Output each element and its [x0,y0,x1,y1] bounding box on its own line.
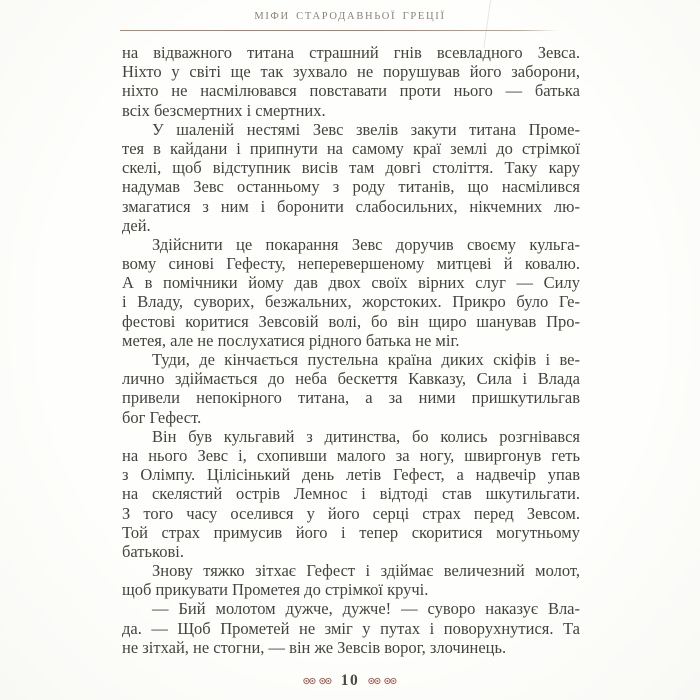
page-footer [0,672,700,690]
text-line: скелі, щоб відступник висів там довгі століття. Таку кару [122,158,580,178]
text-line: вому синові Гефесту, неперевершеному митцеві й ковалю. [122,254,580,274]
text-line: дей. [122,215,151,235]
text-line: фестові коритися Зевсовій волі, бо він щиро шанував Про- [122,311,580,331]
text-line: Він був кульгавий з дитинства, бо колись розгнівався [152,426,580,446]
text-line: бог Гефест. [122,407,202,427]
text-line: надумав Зевс останньому з роду титанів, що насмілився [122,177,580,197]
text-line: А в помічники йому дав двох своїх вірних слуг — Силу [122,273,580,293]
text-line: ніхто не насмілювався повставати проти нього — батька [122,81,580,101]
paragraph [122,43,580,120]
text-line: Ніхто у світі ще так зухвало не порушував його заборони, [122,62,580,82]
text-line: щоб прикувати Прометея до стрімкої кручі. [122,580,429,600]
header-rule [120,30,558,31]
text-line: З того часу оселився у його серці страх перед Зевсом. [122,503,580,523]
text-line: і Владу, суворих, безжальних, жорстоких. Прикро було Ге- [122,292,580,312]
text-line: метея, але не послухатися рідного батька не міг. [122,330,460,350]
page-number: 10 [340,672,360,689]
text-line: з Олімпу. Цілісінький день летів Гефест, а надвечір упав [122,465,580,485]
paragraph [122,235,580,350]
text-line: тея в кайдани і припнути на самому краї землі до стрімкої [122,138,580,158]
paragraph [122,561,580,657]
text-line: Той страх примусив його і тепер скоритися могутньому [122,522,580,542]
scan-scratch-artifact [483,0,491,48]
text-line: Здійснити це покарання Зевс доручив своєму кульга- [152,234,580,254]
spiral-flourish-left-icon [303,676,332,686]
text-line: да. — Щоб Прометей не зміг у путах і поворухнутися. Та [122,618,580,638]
paragraph [122,350,580,427]
paragraph [122,427,580,561]
running-title: МІФИ СТАРОДАВНЬОЇ ГРЕЦІЇ [254,11,446,22]
text-line: У шаленій нестямі Зевс звелів закути титана Проме- [152,119,580,139]
text-line: змагатися з ним і боронити слабосильних, нікчемних лю- [122,196,580,216]
text-line: Туди, де кінчається пустельна країна диких скіфів і ве- [152,350,580,369]
text-line: всіх безсмертних і смертних. [122,100,326,120]
paragraph [122,120,580,235]
text-line: батькові. [122,541,184,561]
text-line: на скелястий острів Лемнос і відтоді став шкутильгати. [122,484,580,504]
spiral-flourish-right-icon [368,676,397,686]
text-line: лично здіймається до неба бескеття Кавказу, Сила і Влада [122,369,580,389]
text-line: на відважного титана страшний гнів всевладного Зевса. [122,43,580,62]
body-text [122,43,580,657]
text-line: Знову тяжко зітхає Гефест і здіймає величезний молот, [152,561,580,581]
text-line: не зітхай, не стогни, — він же Зевсів ворог, злочинець. [122,637,507,657]
text-line: привели непокірного титана, а за ними пришкутильгав [122,388,580,408]
text-line: — Бий молотом дужче, дужче! — суворо наказує Вла- [152,599,580,619]
text-line: на нього Зевс і, схопивши малого за ногу, швиргонув геть [122,445,580,465]
